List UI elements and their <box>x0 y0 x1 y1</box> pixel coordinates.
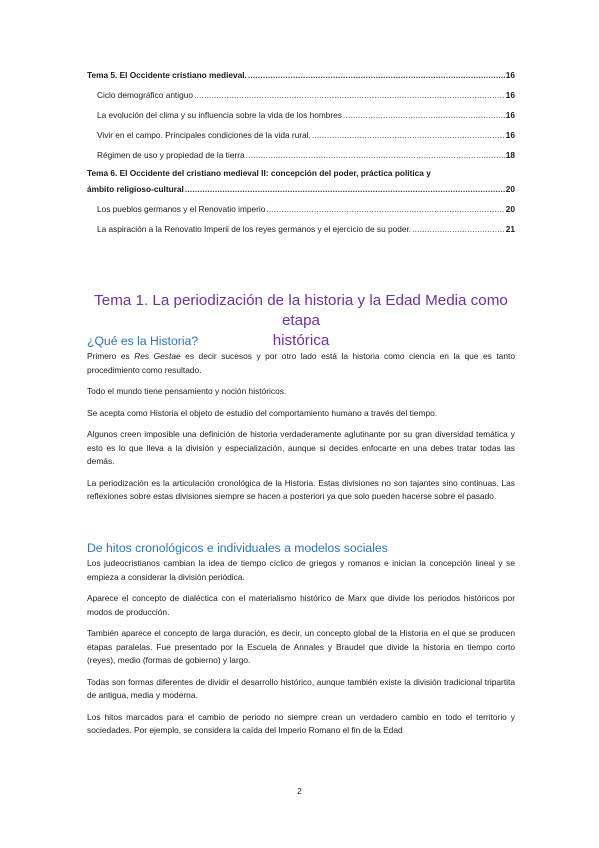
toc-entry-page: 16 <box>505 70 515 80</box>
toc-leader-dots <box>185 184 505 195</box>
toc-leader-dots <box>343 110 505 121</box>
toc-entry-item[interactable] <box>87 204 515 215</box>
toc-leader-dots <box>194 90 505 101</box>
paragraph: La periodización es la articulación cronológica de la Historia. Estas divisiones no son tajantes sino continuas. Las reflexiones sobre estas divisiones siempre se hacen a posteriori ya que solo pueden hacerse sobre el pasado. <box>87 477 515 501</box>
toc-leader-dots <box>266 204 504 215</box>
paragraph: Los hitos marcados para el cambio de periodo no siempre crean un verdadero cambio en todo el territorio y sociedades. Por ejemplo, se considera la caída del Imperio Romano el fin de la Edad <box>87 711 515 735</box>
toc-entry-page: 20 <box>505 184 515 194</box>
toc-entry-tema6[interactable] <box>87 168 515 195</box>
toc-entry-page: 21 <box>505 224 515 234</box>
toc-entry-title-line2: ámbito religioso-cultural <box>87 184 184 194</box>
toc-entry-title: Tema 5. El Occidente cristiano medieval. <box>87 70 247 80</box>
page-number: 2 <box>297 786 302 796</box>
toc-leader-dots <box>312 130 505 141</box>
toc-entry-title-line1: Tema 6. El Occidente del cristiano medieval II: concepción del poder, práctica política y <box>87 168 431 178</box>
toc-entry-title: Vivir en el campo. Principales condiciones de la vida rural. <box>97 130 311 140</box>
toc-leader-dots <box>246 150 505 161</box>
toc-leader-dots <box>248 70 505 81</box>
paragraph: Primero es Res Gestae es decir sucesos y por otro lado está la historia como ciencia en la que es tanto procedimiento como resultado. <box>87 351 515 375</box>
toc-entry-page: 20 <box>505 204 515 214</box>
section-heading-que-es-la-historia: ¿Qué es la Historia? <box>87 334 199 348</box>
toc-entry-title: Los pueblos germanos y el Renovatio imperio <box>97 204 266 214</box>
chapter-heading-line1: Tema 1. La periodización de la historia y la Edad Media como etapa <box>94 292 508 329</box>
toc-entry-title: Ciclo demográfico antiguo <box>97 90 193 100</box>
toc-entry-title: La aspiración a la Renovatio Imperii de los reyes germanos y el ejercicio de su poder. <box>97 224 412 234</box>
toc-entry-item[interactable] <box>87 224 515 235</box>
paragraph: Los judeocristianos cambian la idea de tiempo cíclico de griegos y romanos e inician la concepción lineal y se empieza a considerar la división periódica. <box>87 558 515 582</box>
paragraph: También aparece el concepto de larga duración, es decir, un concepto global de la Historia en el que se producen etapas paralelas. Fue presentado por la Escuela de Annales y Braudel que divide la historia en tiempo corto (reyes), medio (formas de gobierno) y largo. <box>87 628 515 665</box>
table-of-contents <box>87 70 515 235</box>
toc-leader-dots <box>412 224 505 235</box>
toc-entry-page: 16 <box>505 130 515 140</box>
toc-entry-item[interactable] <box>87 130 515 141</box>
section-body-1 <box>87 350 515 504</box>
toc-entry-title-line2-row <box>87 184 515 195</box>
paragraph: Algunos creen imposible una definición de historia verdaderamente aglutinante por su gran diversidad temática y esto es lo que lleva a la división y especialización, aunque si decides enfocarte en una debes tratar todas las demás. <box>87 429 515 466</box>
toc-entry-page: 16 <box>505 110 515 120</box>
paragraph: Todas son formas diferentes de dividir el desarrollo histórico, aunque también existe la división tradicional tripartita de antigua, media y moderna. <box>87 676 515 700</box>
section-heading-hitos-cronologicos: De hitos cronológicos e individuales a modelos sociales <box>87 541 388 555</box>
toc-entry-item[interactable] <box>87 150 515 161</box>
toc-entry-title: Régimen de uso y propiedad de la tierra <box>97 150 245 160</box>
paragraph: Se acepta como Historia el objeto de estudio del comportamiento humano a través del tiempo. <box>87 407 438 418</box>
toc-entry-item[interactable] <box>87 110 515 121</box>
toc-entry-item[interactable] <box>87 90 515 101</box>
section-body-2 <box>87 557 515 738</box>
emphasis-res-gestae: Res Gestae <box>134 351 181 361</box>
paragraph: Todo el mundo tiene pensamiento y noción históricos. <box>87 386 287 396</box>
toc-entry-page: 18 <box>505 150 515 160</box>
toc-entry-tema5[interactable] <box>87 70 515 81</box>
toc-entry-page: 16 <box>505 90 515 100</box>
paragraph: Aparece el concepto de dialéctica con el materialismo histórico de Marx que divide los periodos históricos por modos de producción. <box>87 593 515 617</box>
toc-entry-title: La evolución del clima y su influencia sobre la vida de los hombres <box>97 110 342 120</box>
chapter-heading-line2: histórica <box>272 332 330 349</box>
